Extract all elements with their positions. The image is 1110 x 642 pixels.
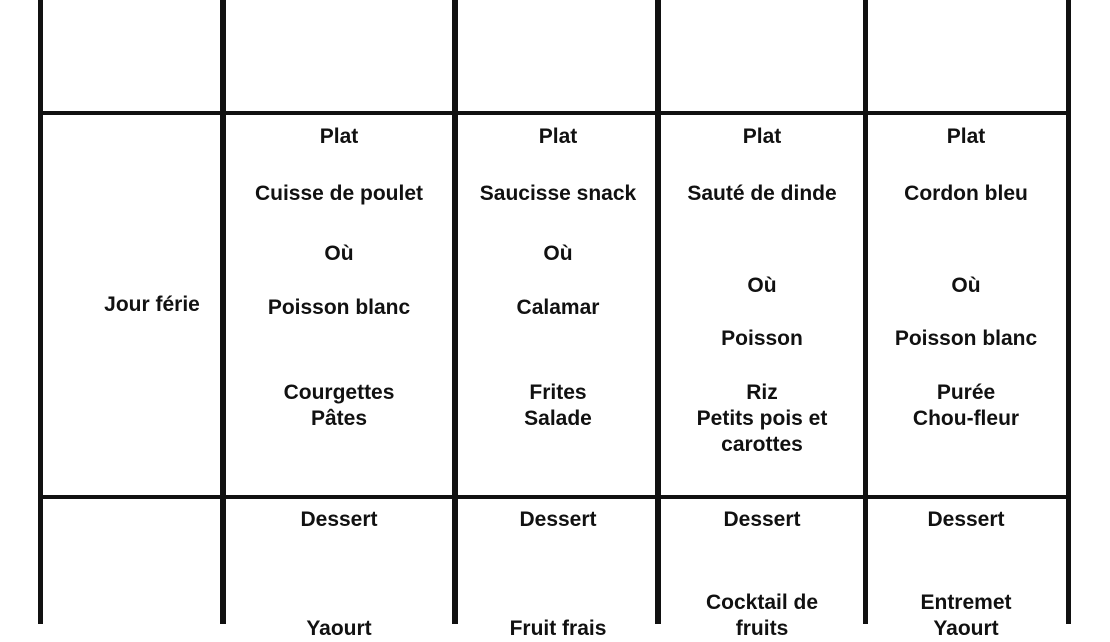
plat-heading: Plat xyxy=(319,125,359,148)
plat-or: Où xyxy=(543,242,573,265)
plat-main: Sauté de dinde xyxy=(687,182,837,205)
dessert-item: Cocktail de xyxy=(705,591,819,614)
plat-side: carottes xyxy=(721,433,803,456)
plat-heading: Plat xyxy=(538,125,578,148)
plat-heading: Plat xyxy=(946,125,986,148)
plat-side: Chou-fleur xyxy=(912,407,1020,430)
plat-side: Frites xyxy=(529,381,587,404)
dessert-item: Entremet xyxy=(920,591,1012,614)
plat-side: Petits pois et xyxy=(696,407,828,430)
plat-side: Salade xyxy=(524,407,592,430)
plat-heading: Plat xyxy=(742,125,782,148)
column-divider xyxy=(452,0,458,624)
column-divider xyxy=(1066,0,1071,624)
column-divider xyxy=(38,0,43,624)
plat-side: Courgettes xyxy=(283,381,395,404)
plat-side: Purée xyxy=(936,381,996,404)
dessert-heading: Dessert xyxy=(927,508,1005,531)
plat-main: Cordon bleu xyxy=(904,182,1028,205)
plat-side: Pâtes xyxy=(310,407,368,430)
plat-main: Saucisse snack xyxy=(479,182,637,205)
plat-main: Cuisse de poulet xyxy=(254,182,424,205)
plat-or: Où xyxy=(747,274,777,297)
plat-alt: Poisson blanc xyxy=(894,327,1038,350)
dessert-heading: Dessert xyxy=(723,508,801,531)
plat-or: Où xyxy=(324,242,354,265)
plat-alt: Poisson blanc xyxy=(267,296,411,319)
dessert-item: Fruit frais xyxy=(509,617,607,640)
row-divider xyxy=(38,495,1071,499)
dessert-item: fruits xyxy=(735,617,789,640)
row-divider xyxy=(38,111,1071,115)
column-divider xyxy=(655,0,661,624)
column-divider xyxy=(863,0,868,624)
dessert-item: Yaourt xyxy=(306,617,372,640)
plat-or: Où xyxy=(951,274,981,297)
plat-alt: Poisson xyxy=(721,327,803,350)
column-divider xyxy=(220,0,226,624)
dessert-heading: Dessert xyxy=(300,508,378,531)
row-label-holiday: Jour férie xyxy=(104,293,200,316)
plat-side: Riz xyxy=(746,381,778,404)
plat-alt: Calamar xyxy=(516,296,600,319)
dessert-heading: Dessert xyxy=(519,508,597,531)
dessert-item: Yaourt xyxy=(933,617,999,640)
